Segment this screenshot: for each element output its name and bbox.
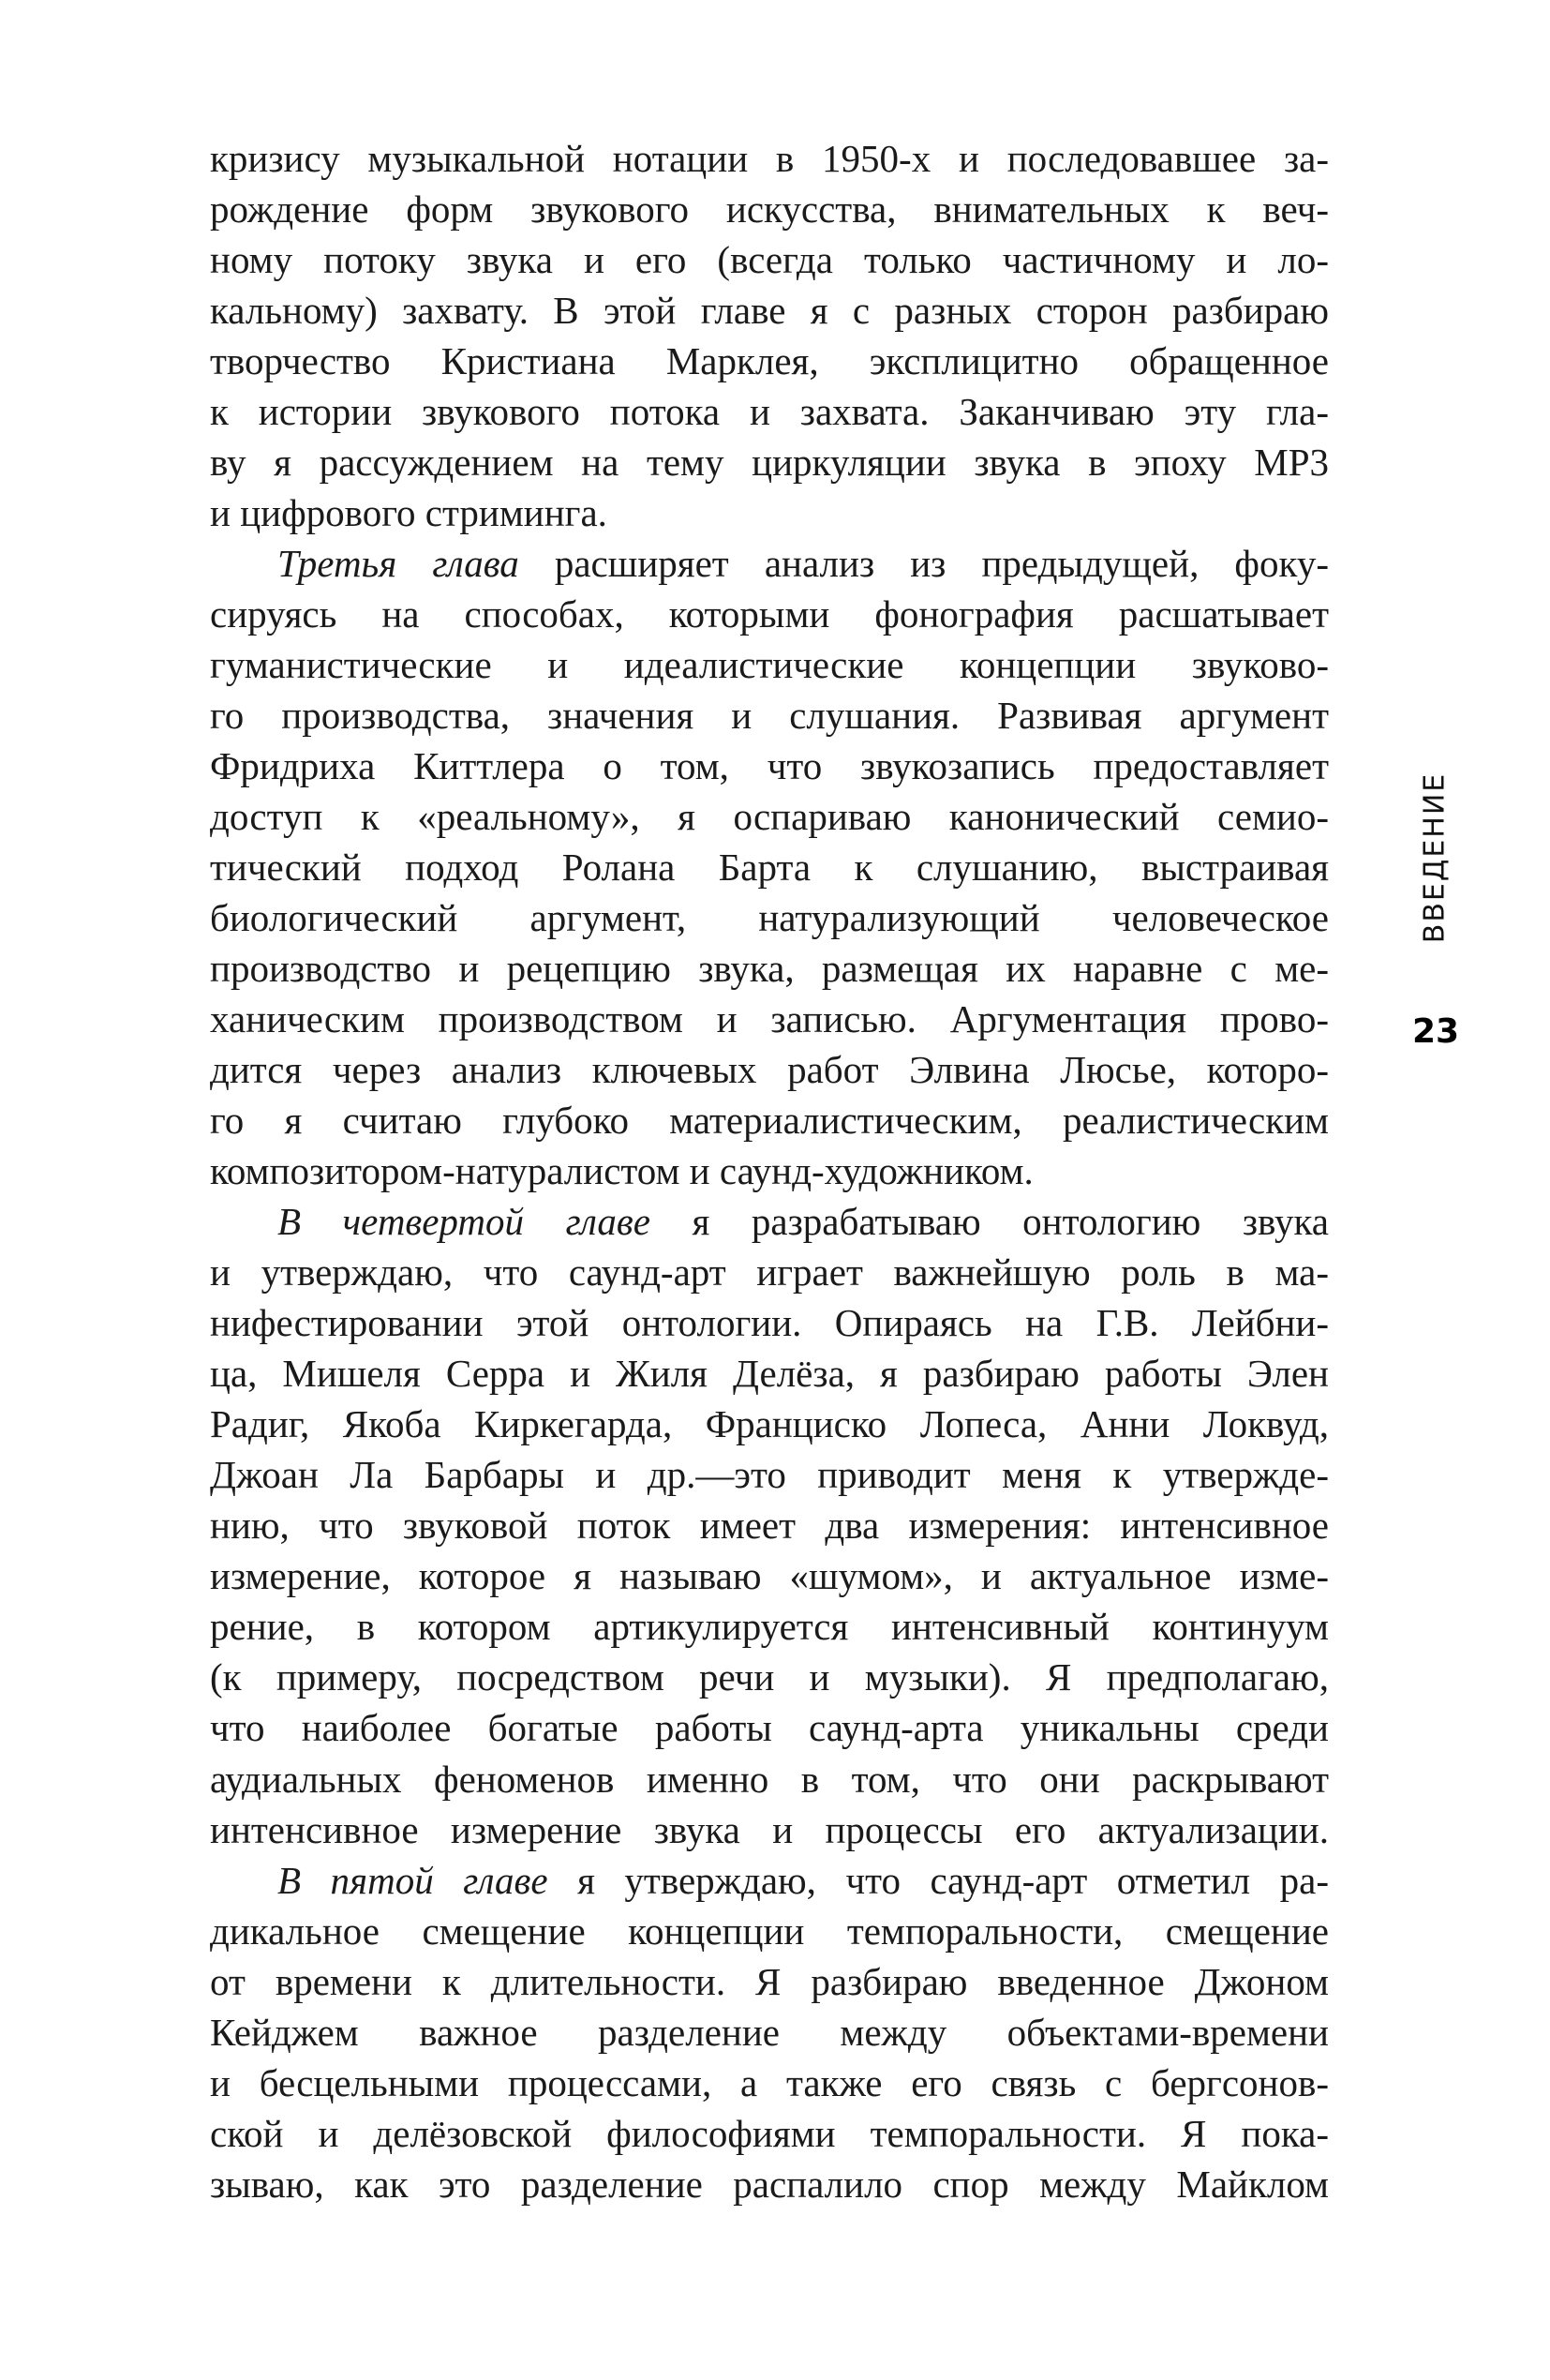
line-text: го я считаю глубоко материалистическим, реалистическим: [210, 1099, 1329, 1143]
text-line: [210, 487, 1329, 538]
line-text: измерение, которое я называю «шумом», и актуальное изме-: [210, 1554, 1329, 1598]
line-text: нию, что звуковой поток имеет два измерения: интенсивное: [210, 1504, 1329, 1548]
text-line: [210, 234, 1329, 285]
line-text: композитором-натуралистом и саунд-художником.: [210, 1149, 1034, 1193]
text-line: [210, 791, 1329, 842]
line-text: го производства, значения и слушания. Развивая аргумент: [210, 694, 1329, 738]
line-text: производство и рецепцию звука, размещая их наравне с ме-: [210, 947, 1329, 991]
text-line: [210, 1906, 1329, 1956]
running-head: [1413, 772, 1456, 943]
running-head-label: ВВЕДЕНИЕ: [1418, 771, 1452, 944]
text-line: [210, 1044, 1329, 1095]
line-text: ву я рассуждением на тему циркуляции звука в эпоху MP3: [210, 441, 1329, 485]
line-text: расширяет анализ из предыдущей, фоку-: [518, 542, 1329, 586]
text-line: [210, 2007, 1329, 2058]
text-line: [210, 2108, 1329, 2159]
text-line: [210, 538, 1329, 589]
text-line: [210, 842, 1329, 892]
text-line: [210, 1652, 1329, 1702]
text-line: [210, 1754, 1329, 1804]
line-text: дикальное смещение концепции темпоральности, смещение: [210, 1908, 1329, 1953]
text-line: [210, 1601, 1329, 1652]
line-text: Радиг, Якоба Киркегарда, Франциско Лопеса, Анни Локвуд,: [210, 1402, 1329, 1446]
text-line: [210, 994, 1329, 1044]
text-line: [210, 1804, 1329, 1855]
text-line: [210, 1399, 1329, 1449]
body-text: [210, 133, 1329, 2209]
line-text: к истории звукового потока и захвата. Заканчиваю эту гла-: [210, 390, 1329, 434]
line-text: кризису музыкальной нотации в 1950-х и последовавшее за-: [210, 137, 1329, 180]
line-text: я утверждаю, что саунд-арт отметил ра-: [547, 1858, 1329, 1902]
line-text: творчество Кристиана Марклея, эксплицитно обращенное: [210, 339, 1329, 383]
text-line: [210, 690, 1329, 741]
text-line: [210, 336, 1329, 386]
chapter-reference: Третья глава: [277, 542, 519, 586]
line-text: от времени к длительности. Я разбираю введенное Джоном: [210, 1959, 1329, 2003]
line-text: (к примеру, посредством речи и музыки). Я предполагаю,: [210, 1655, 1329, 1699]
line-text: и бесцельными процессами, а также его связь с бергсонов-: [210, 2060, 1329, 2104]
text-line: [210, 1196, 1329, 1247]
text-line: [210, 1348, 1329, 1399]
line-text: рение, в котором артикулируется интенсивный континуум: [210, 1605, 1329, 1649]
text-line: [210, 184, 1329, 234]
text-line: [210, 1145, 1329, 1196]
line-text: доступ к «реальному», я оспариваю канонический семио-: [210, 795, 1329, 839]
text-line: [210, 1297, 1329, 1348]
chapter-reference: В пятой главе: [277, 1858, 548, 1902]
line-text: кальному) захвату. В этой главе я с разных сторон разбираю: [210, 289, 1329, 333]
line-text: ному потоку звука и его (всегда только частичному и ло-: [210, 238, 1329, 282]
line-text: и цифрового стриминга.: [210, 491, 607, 535]
text-line: [210, 285, 1329, 336]
text-line: [210, 1247, 1329, 1297]
line-text: ской и делёзовской философиями темпоральности. Я пока-: [210, 2111, 1329, 2155]
page-number: 23: [1411, 1012, 1460, 1051]
line-text: нифестировании этой онтологии. Опираясь на Г.В. Лейбни-: [210, 1301, 1329, 1345]
text-line: [210, 1449, 1329, 1500]
line-text: дится через анализ ключевых работ Элвина Люсье, которо-: [210, 1048, 1329, 1092]
line-text: тический подход Ролана Барта к слушанию, выстраивая: [210, 846, 1329, 890]
text-line: [210, 741, 1329, 791]
line-text: рождение форм звукового искусства, внимательных к веч-: [210, 187, 1329, 232]
line-text: Фридриха Киттлера о том, что звукозапись предоставляет: [210, 744, 1329, 788]
text-line: [210, 1855, 1329, 1906]
text-line: [210, 437, 1329, 487]
text-line: [210, 943, 1329, 994]
text-line: [210, 133, 1329, 184]
line-text: Кейджем важное разделение между объектами-времени: [210, 2010, 1329, 2054]
text-line: [210, 589, 1329, 639]
text-line: [210, 1500, 1329, 1550]
line-text: и утверждаю, что саунд-арт играет важнейшую роль в ма-: [210, 1250, 1329, 1295]
line-text: аудиальных феноменов именно в том, что они раскрывают: [210, 1757, 1329, 1801]
line-text: интенсивное измерение звука и процессы его актуализации.: [210, 1807, 1329, 1851]
text-line: [210, 1702, 1329, 1753]
text-line: [210, 2159, 1329, 2209]
text-line: [210, 892, 1329, 943]
chapter-reference: В четвертой главе: [277, 1200, 650, 1244]
text-line: [210, 639, 1329, 690]
line-text: я разрабатываю онтологию звука: [649, 1200, 1329, 1244]
line-text: что наиболее богатые работы саунд-арта уникальны среди: [210, 1706, 1329, 1750]
line-text: Джоан Ла Барбары и др.—это приводит меня к утвержде-: [210, 1453, 1329, 1497]
text-line: [210, 2058, 1329, 2108]
line-text: биологический аргумент, натурализующий человеческое: [210, 896, 1329, 940]
text-line: [210, 1956, 1329, 2007]
text-line: [210, 1550, 1329, 1601]
line-text: ханическим производством и записью. Аргументация прово-: [210, 997, 1329, 1041]
text-line: [210, 1095, 1329, 1145]
line-text: зываю, как это разделение распалило спор между Майклом: [210, 2162, 1329, 2206]
line-text: гуманистические и идеалистические концепции звуково-: [210, 643, 1329, 687]
line-text: ца, Мишеля Серра и Жиля Делёза, я разбираю работы Элен: [210, 1352, 1329, 1396]
text-line: [210, 386, 1329, 437]
line-text: сируясь на способах, которыми фонография расшатывает: [210, 592, 1329, 636]
